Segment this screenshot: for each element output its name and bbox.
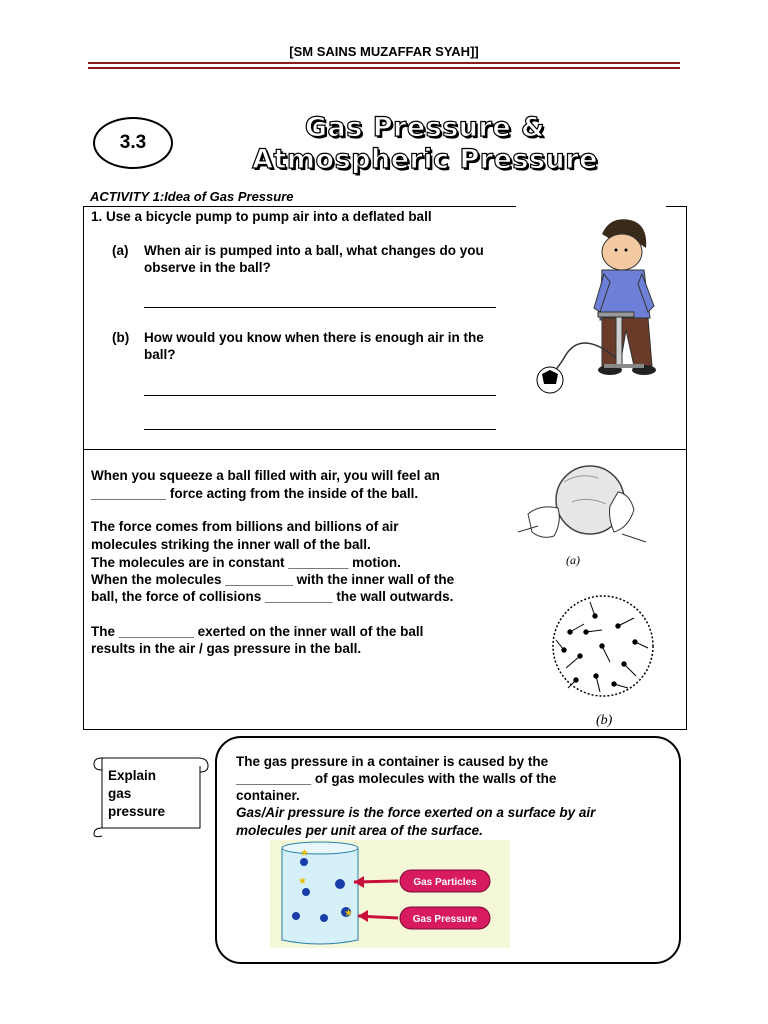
answer-line-b1	[144, 395, 496, 396]
gas-particles-label: Gas Particles	[413, 877, 477, 888]
exp-p2-line5: ball, the force of collisions _________ the wall outwards.	[91, 589, 454, 604]
school-header: [SM SAINS MUZAFFAR SYAH]]	[289, 44, 479, 59]
summary-line-5: molecules per unit area of the surface.	[236, 823, 483, 838]
exp-p3-line1: The __________ exerted on the inner wall of the ball	[91, 624, 424, 639]
section-number: 3.3	[93, 117, 173, 169]
answer-line-a	[144, 307, 496, 308]
box-top-border	[83, 206, 516, 207]
gas-container-figure	[270, 840, 510, 948]
question-1: 1. Use a bicycle pump to pump air into a deflated ball	[91, 209, 432, 224]
exp-p3-line2: results in the air / gas pressure in the ball.	[91, 641, 362, 656]
question-a-label: (a)	[112, 243, 129, 258]
title-line-1: Gas Pressure &	[304, 112, 546, 143]
squeezed-ball-figure	[518, 452, 660, 572]
fig-a-label: (a)	[566, 553, 580, 567]
boy-pump-illustration	[520, 208, 665, 403]
scroll-line-1: Explain	[108, 768, 157, 783]
exp-p2-line4: When the molecules _________ with the inner wall of the	[91, 572, 455, 587]
exp-p2-line3: The molecules are in constant ________ motion.	[91, 555, 401, 570]
activity-title: ACTIVITY 1:Idea of Gas Pressure	[90, 189, 294, 204]
gas-pressure-label: Gas Pressure	[412, 914, 478, 925]
page-title	[195, 112, 655, 176]
svg-text:★: ★	[344, 908, 353, 919]
box-top-border-right	[666, 206, 686, 207]
question-a-text: When air is pumped into a ball, what changes do you observe in the ball?	[144, 243, 484, 275]
scroll-line-3: pressure	[108, 804, 166, 819]
title-line-2: Atmospheric Pressure	[252, 144, 598, 175]
scroll-line-2: gas	[108, 786, 132, 801]
svg-text:★: ★	[298, 876, 307, 887]
svg-text:★: ★	[300, 848, 309, 859]
summary-line-3: container.	[236, 788, 300, 803]
exp-p1-line1: When you squeeze a ball filled with air, you will feel an	[91, 468, 440, 483]
molecules-in-ball-figure	[540, 592, 666, 728]
summary-line-1: The gas pressure in a container is caused by the	[236, 754, 549, 769]
fig-b-label: (b)	[596, 713, 613, 728]
answer-line-b2	[144, 429, 496, 430]
scroll-banner-icon	[88, 748, 212, 840]
summary-line-4: Gas/Air pressure is the force exerted on a surface by air	[236, 805, 596, 820]
header-rule-bottom	[88, 67, 680, 69]
header-rule-top	[88, 62, 680, 64]
question-b-label: (b)	[112, 330, 130, 345]
box2-top-border-right	[660, 449, 686, 450]
box2-top-border	[83, 449, 516, 450]
question-b-text: How would you know when there is enough air in the ball?	[144, 330, 484, 362]
summary-line-2: __________ of gas molecules with the walls of the	[236, 771, 557, 786]
exp-p1-line2: __________ force acting from the inside of the ball.	[91, 486, 419, 501]
exp-p2-line1: The force comes from billions and billions of air	[91, 519, 399, 534]
exp-p2-line2: molecules striking the inner wall of the ball.	[91, 537, 371, 552]
